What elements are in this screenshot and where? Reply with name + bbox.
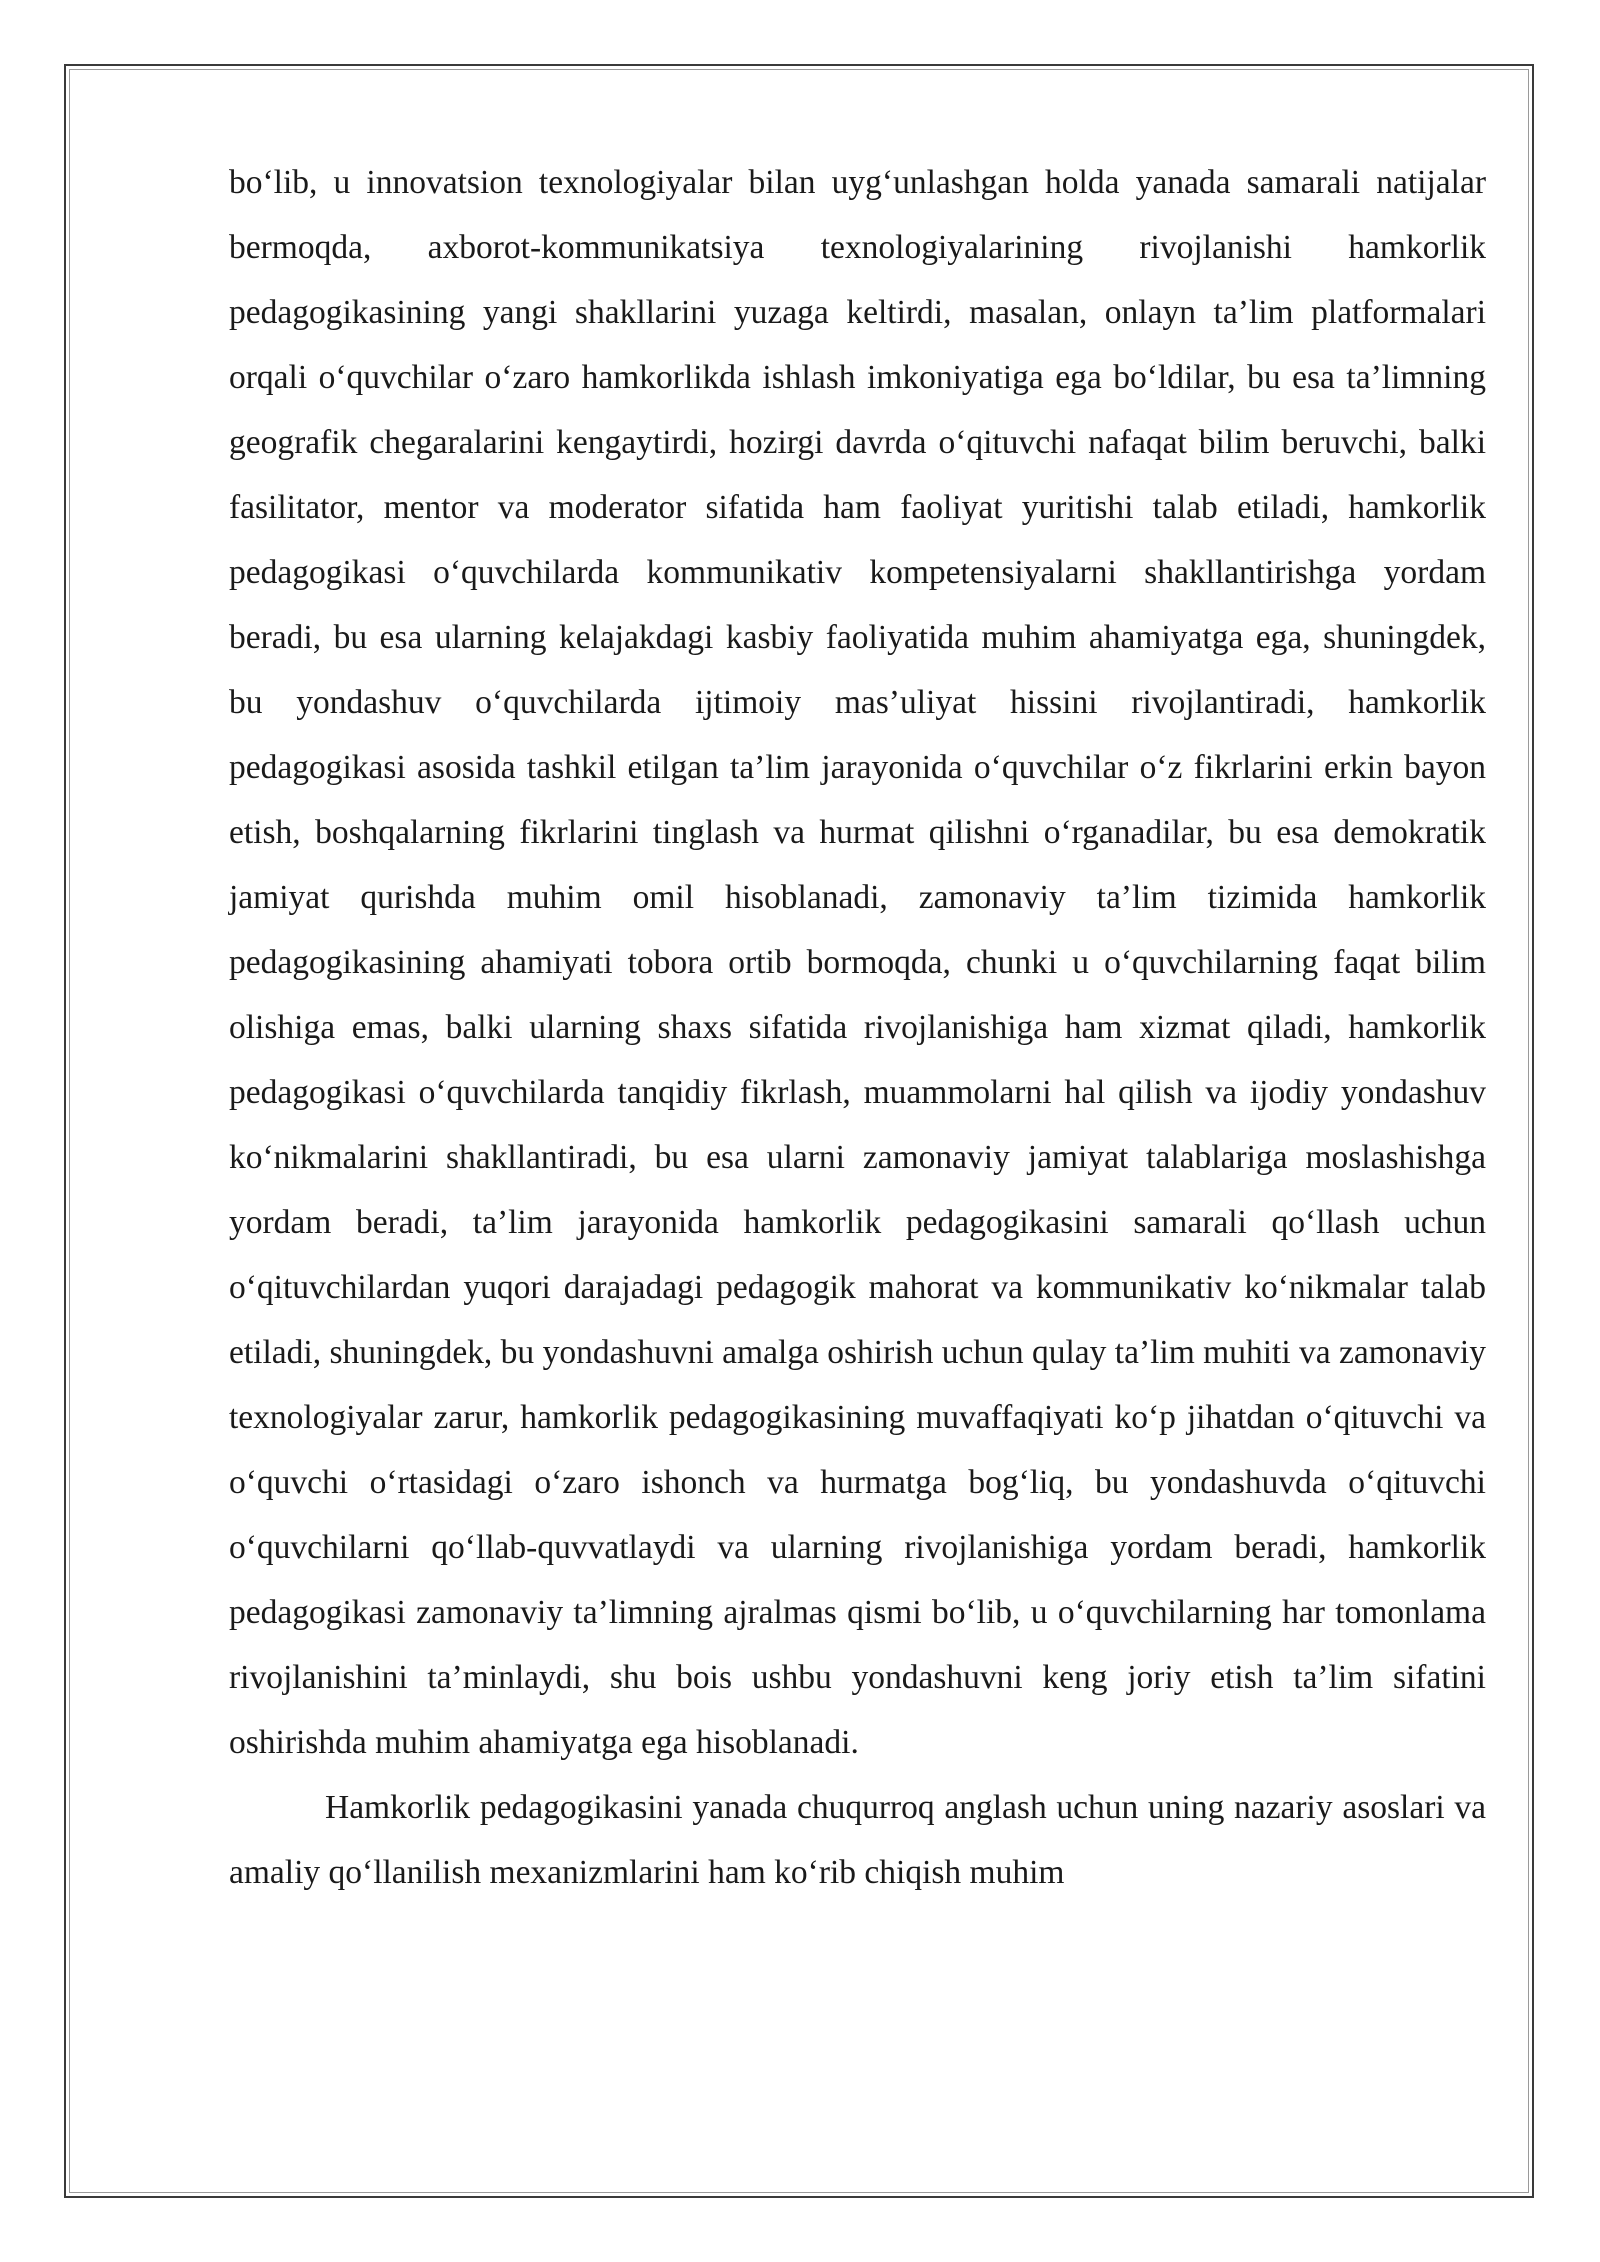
paragraph-continuation: bo‘lib, u innovatsion texnologiyalar bilan uyg‘unlashgan holda yanada samarali natijalar bermoqda, axborot-kommunikatsiya texnologiyalarining rivojlanishi hamkorlik pedagogikasining yangi shakllarini yuzaga keltirdi, masalan, onlayn ta’lim platformalari orqali o‘quvchilar o‘zaro hamkorlikda ishlash imkoniyatiga ega bo‘ldilar, bu esa ta’limning geografik chegaralarini kengaytirdi, hozirgi davrda o‘qituvchi nafaqat bilim beruvchi, balki fasilitator, mentor va moderator sifatida ham faoliyat yuritishi talab etiladi, hamkorlik pedagogikasi o‘quvchilarda kommunikativ kompetensiyalarni shakllantirishga yordam beradi, bu esa ularning kelajakdagi kasbiy faoliyatida muhim ahamiyatga ega, shuningdek, bu yondashuv o‘quvchilarda ijtimoiy mas’uliyat hissini rivojlantiradi, hamkorlik pedagogikasi asosida tashkil etilgan ta’lim jarayonida o‘quvchilar o‘z fikrlarini erkin bayon etish, boshqalarning fikrlarini tinglash va hurmat qilishni o‘rganadilar, bu esa demokratik jamiyat qurishda muhim omil hisoblanadi, zamonaviy ta’lim tizimida hamkorlik pedagogikasining ahamiyati tobora ortib bormoqda, chunki u o‘quvchilarning faqat bilim olishiga emas, balki ularning shaxs sifatida rivojlanishiga ham xizmat qiladi, hamkorlik pedagogikasi o‘quvchilarda tanqidiy fikrlash, muammolarni hal qilish va ijodiy yondashuv ko‘nikmalarini shakllantiradi, bu esa ularni zamonaviy jamiyat talablariga moslashishga yordam beradi, ta’lim jarayonida hamkorlik pedagogikasini samarali qo‘llash uchun o‘qituvchilardan yuqori darajadagi pedagogik mahorat va kommunikativ ko‘nikmalar talab etiladi, shuningdek, bu yondashuvni amalga oshirish uchun qulay ta’lim muhiti va zamonaviy texnologiyalar zarur, hamkorlik pedagogikasining muvaffaqiyati ko‘p jihatdan o‘qituvchi va o‘quvchi o‘rtasidagi o‘zaro ishonch va hurmatga bog‘liq, bu yondashuvda o‘qituvchi o‘quvchilarni qo‘llab-quvvatlaydi va ularning rivojlanishiga yordam beradi, hamkorlik pedagogikasi zamonaviy ta’limning ajralmas qismi bo‘lib, u o‘quvchilarning har tomonlama rivojlanishini ta’minlaydi, shu bois ushbu yondashuvni keng joriy etish ta’lim sifatini oshirishda muhim ahamiyatga ega hisoblanadi. [229,164,1486,1761]
document-body [229,150,1486,1905]
paragraph-new: Hamkorlik pedagogikasini yanada chuqurroq anglash uchun uning nazariy asoslari va amaliy qo‘llanilish mexanizmlarini ham ko‘rib chiqish muhim [229,1789,1486,1891]
